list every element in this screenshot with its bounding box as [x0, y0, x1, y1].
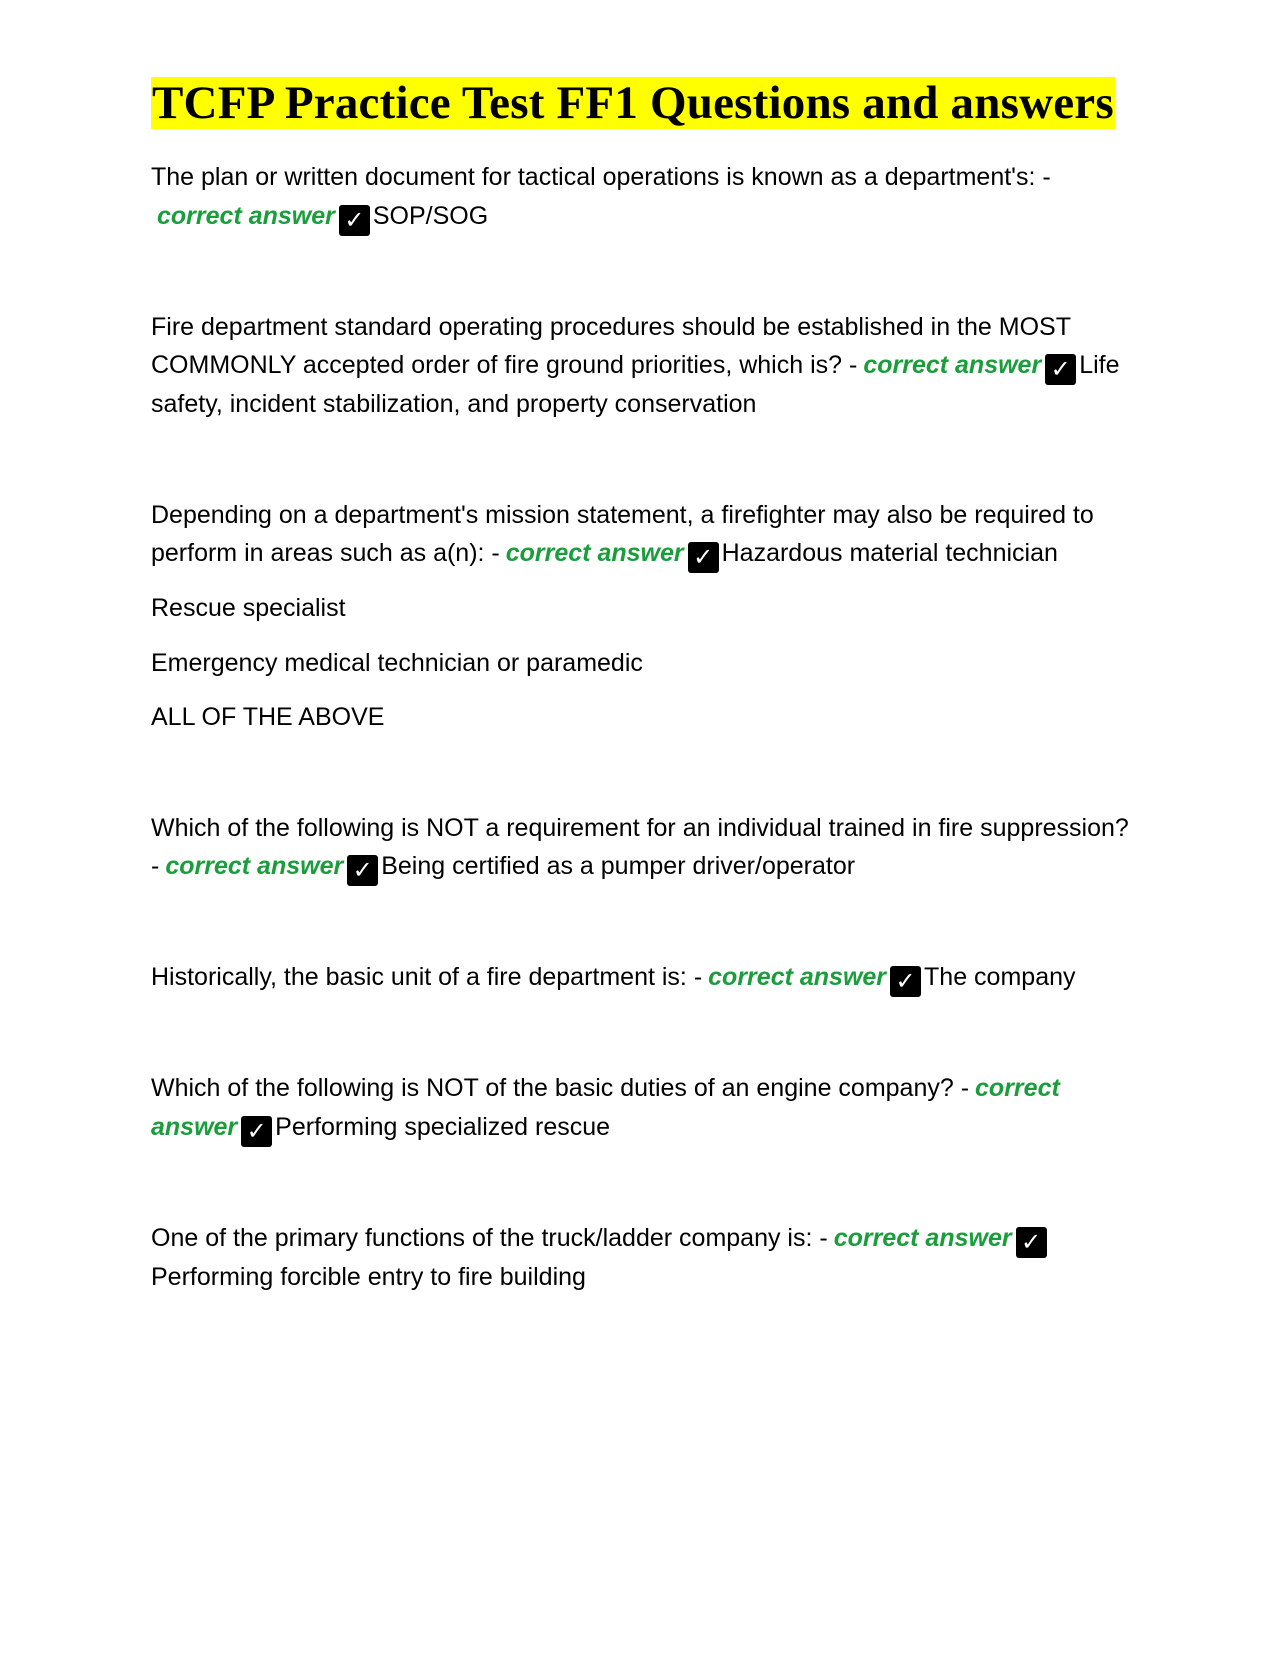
checkmark-icon: ✓	[347, 855, 378, 886]
answer-label: correct answer	[157, 201, 335, 230]
question-text: Which of the following is NOT of the basic duties of an engine company? -	[151, 1074, 970, 1102]
title-highlight: TCFP Practice Test FF1 Questions and answers	[152, 77, 1114, 129]
question-text: Historically, the basic unit of a fire department is: -	[151, 963, 703, 991]
checkmark-icon: ✓	[339, 205, 370, 236]
qa-item-6	[151, 1069, 1141, 1147]
qa-item-2	[151, 308, 1141, 424]
checkmark-icon: ✓	[688, 542, 719, 573]
checkmark-icon: ✓	[890, 966, 921, 997]
answer-label: correct answer	[863, 351, 1042, 379]
qa-item-4	[151, 809, 1141, 887]
answer-text: SOP/SOG	[372, 201, 489, 230]
answer-label: correct answer	[151, 1074, 1060, 1141]
document-title	[151, 74, 1141, 132]
checkmark-icon: ✓	[1016, 1227, 1047, 1258]
question-text: Which of the following is NOT a requirement for an individual trained in fire suppression? -	[151, 813, 1129, 880]
qa-item-7	[151, 1219, 1141, 1297]
document-page	[151, 74, 1141, 1296]
answer-extra-line: ALL OF THE ABOVE	[151, 703, 385, 731]
checkmark-icon: ✓	[241, 1116, 272, 1147]
answer-label: correct answer	[505, 539, 684, 567]
qa-item-5	[151, 958, 1141, 997]
answer-text: Being certified as a pumper driver/operator	[381, 852, 856, 880]
answer-text: The company	[924, 963, 1076, 991]
answer-label: correct answer	[833, 1223, 1012, 1252]
answer-text: Life safety, incident stabilization, and property conservation	[151, 351, 1120, 418]
answer-extra-line: Emergency medical technician or paramedic	[151, 648, 643, 677]
answer-text: Hazardous material technician	[721, 539, 1058, 567]
answer-label: correct answer	[708, 963, 887, 991]
question-text: Fire department standard operating procedures should be established in the MOST COMMONLY accepted order of fire ground priorities, which is? -	[151, 312, 1071, 379]
answer-label: correct answer	[165, 852, 344, 880]
question-text: The plan or written document for tactical operations is known as a department's: -	[151, 163, 1051, 191]
checkmark-icon: ✓	[1045, 354, 1076, 385]
qa-item-3	[151, 496, 1141, 574]
qa-item-1	[151, 158, 1141, 236]
answer-extra-line: Rescue specialist	[151, 594, 346, 622]
answer-text: Performing forcible entry to fire building	[151, 1262, 586, 1291]
answer-text: Performing specialized rescue	[275, 1112, 611, 1141]
question-text: One of the primary functions of the truck/ladder company is: -	[151, 1223, 828, 1252]
question-text: Depending on a department's mission statement, a firefighter may also be required to perform in areas such as a(n): -	[151, 500, 1094, 567]
